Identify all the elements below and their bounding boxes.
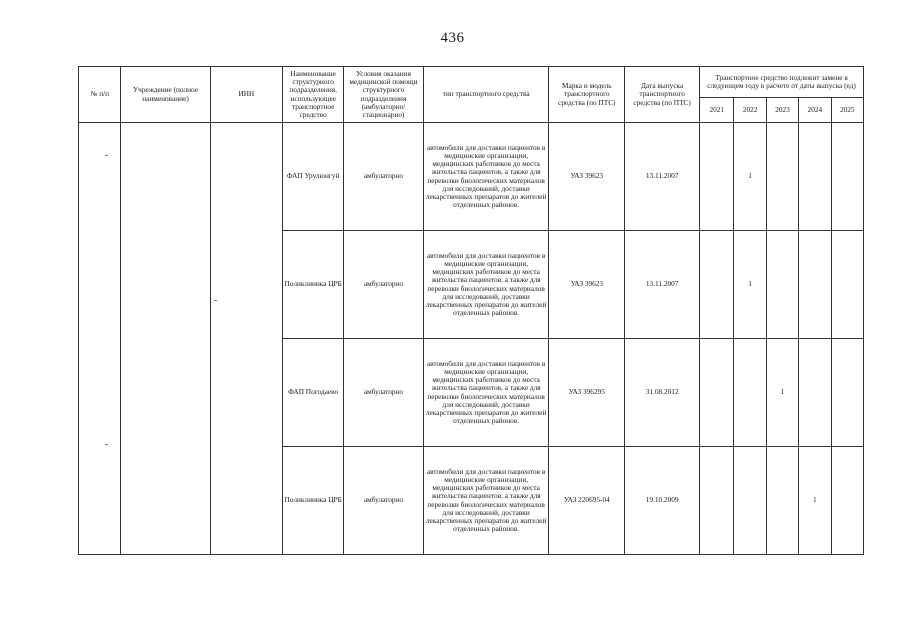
inn-cell (210, 123, 283, 231)
year-cell (831, 447, 863, 555)
year-cell (831, 231, 863, 339)
header-row (79, 67, 864, 98)
header-conditions: Условия оказания медицинской помощи структурного подразделения (амбулаторно/стационарно) (344, 67, 424, 123)
date-cell: 31.08.2012 (625, 339, 700, 447)
model-cell: УАЗ 39623 (549, 123, 625, 231)
institution-cell (121, 339, 210, 447)
year-cell (700, 123, 734, 231)
model-cell: УАЗ 220695-04 (549, 447, 625, 555)
institution-cell (121, 231, 210, 339)
year-cell (766, 123, 798, 231)
inn-cell (210, 231, 283, 339)
purpose-cell: автомобили для доставки пациентов в медицинские организации, медицинских работников до места жительства пациентов, а также для перевозки биологических материалов для исследований, доставки лекарственных препаратов до жителей отделенных районов. (423, 231, 548, 339)
year-cell (766, 447, 798, 555)
scan-mark (214, 300, 217, 301)
year-cell (799, 123, 831, 231)
year-cell: 1 (799, 447, 831, 555)
institution-cell (121, 447, 210, 555)
purpose-cell: автомобили для доставки пациентов в медицинские организации, медицинских работников до места жительства пациентов, а также для перевозки биологических материалов для исследований, доставки лекарственных препаратов до жителей отделенных районов. (423, 447, 548, 555)
table-row (79, 339, 864, 447)
year-cell: 1 (766, 339, 798, 447)
unit-cell: Поликлиника ЦРБ (283, 231, 344, 339)
year-cell (734, 339, 766, 447)
header-num: № п/п (79, 67, 121, 123)
purpose-cell: автомобили для доставки пациентов в медицинские организации, медицинских работников до места жительства пациентов, а также для перевозки биологических материалов для исследований, доставки лекарственных препаратов до жителей отделенных районов. (423, 123, 548, 231)
conditions-cell: амбулаторно (344, 231, 424, 339)
header-institution: Учреждение (полное наименование) (121, 67, 210, 123)
date-cell: 13.11.2007 (625, 231, 700, 339)
year-cell (700, 231, 734, 339)
header-unit-name: Наименование структурного подразделения, использующее транспортное средство (283, 67, 344, 123)
scan-mark (105, 155, 108, 156)
num-cell (79, 339, 121, 447)
scan-mark (105, 444, 108, 445)
header-year: 2022 (734, 98, 766, 123)
year-cell (734, 447, 766, 555)
header-year: 2024 (799, 98, 831, 123)
unit-cell: ФАП Урулюнгуй (283, 123, 344, 231)
conditions-cell: амбулаторно (344, 447, 424, 555)
year-cell: 1 (734, 231, 766, 339)
page-number: 436 (440, 30, 465, 46)
header-inn: ИНН (210, 67, 283, 123)
table-row (79, 231, 864, 339)
header-release-date: Дата выпуска транспортного средства (по ПТС) (625, 67, 700, 123)
table-row (79, 447, 864, 555)
num-cell (79, 231, 121, 339)
header-vehicle-type: тип транспортного средства (423, 67, 548, 123)
year-cell (799, 231, 831, 339)
num-cell (79, 123, 121, 231)
year-cell (766, 231, 798, 339)
inn-cell (210, 339, 283, 447)
inn-cell (210, 447, 283, 555)
header-year: 2021 (700, 98, 734, 123)
header-brand-model: Марка и модель транспортного средства (по ПТС) (549, 67, 625, 123)
year-cell (831, 123, 863, 231)
vehicles-table (78, 66, 864, 555)
model-cell: УАЗ 396295 (549, 339, 625, 447)
year-cell (700, 339, 734, 447)
header-replacement-group: Транспортное средство подлежит замене в следующем году в расчете от даты выпуска (ед) (700, 67, 864, 98)
year-cell (831, 339, 863, 447)
date-cell: 13.11.2007 (625, 123, 700, 231)
header-year: 2025 (831, 98, 863, 123)
purpose-cell: автомобили для доставки пациентов в медицинские организации, медицинских работников до места жительства пациентов, а также для перевозки биологических материалов для исследований, доставки лекарственных препаратов до жителей отделенных районов. (423, 339, 548, 447)
table-row (79, 123, 864, 231)
year-cell (700, 447, 734, 555)
date-cell: 19.10.2009 (625, 447, 700, 555)
num-cell (79, 447, 121, 555)
year-cell (799, 339, 831, 447)
model-cell: УАЗ 39623 (549, 231, 625, 339)
unit-cell: ФАП Погодаево (283, 339, 344, 447)
header-year: 2023 (766, 98, 798, 123)
year-cell: 1 (734, 123, 766, 231)
conditions-cell: амбулаторно (344, 123, 424, 231)
conditions-cell: амбулаторно (344, 339, 424, 447)
unit-cell: Поликлиника ЦРБ (283, 447, 344, 555)
institution-cell (121, 123, 210, 231)
